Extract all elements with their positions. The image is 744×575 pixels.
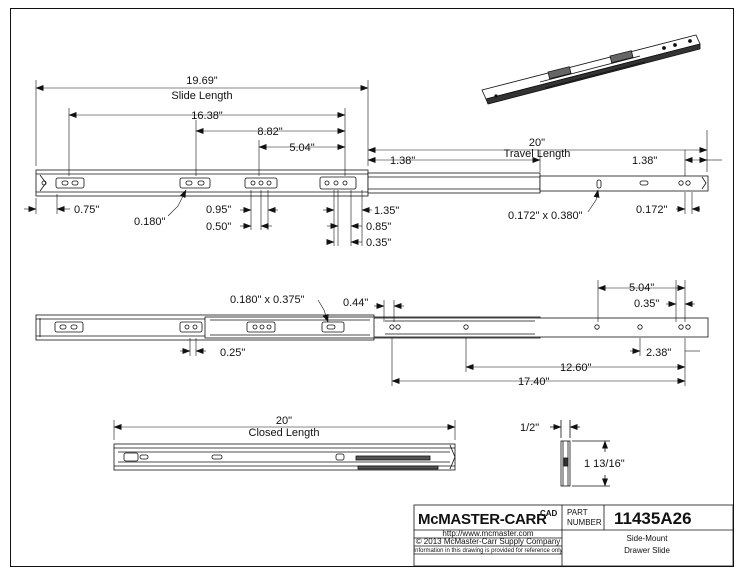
description-line-1: Side-Mount [626, 534, 668, 543]
dim-0-85: 0.85" [366, 221, 392, 233]
dim-0-172: 0.172" [636, 204, 668, 216]
dim-half-inch: 1/2" [520, 422, 540, 434]
dim-5-04-middle: 5.04" [629, 282, 655, 294]
sheet-border [11, 9, 734, 567]
dim-0-35-middle: 0.35" [634, 298, 660, 310]
dim-height: 1 13/16" [584, 458, 625, 470]
dim-0-35: 0.35" [366, 237, 392, 249]
part-label-2: NUMBER [567, 518, 602, 527]
dim-0-75: 0.75" [74, 204, 100, 216]
dim-0-95: 0.95" [206, 204, 232, 216]
slot-size-middle: 0.180" x 0.375" [230, 294, 305, 306]
dim-16-38: 16.38" [191, 110, 223, 122]
copyright-text: © 2013 McMaster-Carr Supply Company [415, 537, 561, 546]
brand-name: McMASTER-CARR [418, 511, 547, 528]
dim-5-04: 5.04" [289, 142, 315, 154]
dim-1-35: 1.35" [374, 205, 400, 217]
travel-length-label: Travel Length [503, 148, 571, 160]
dim-0-44: 0.44" [343, 297, 369, 309]
end-profile-view [550, 420, 610, 486]
brand-cad: CAD [540, 509, 558, 518]
part-label-1: PART [567, 508, 588, 517]
closed-slide-view [114, 444, 455, 470]
top-dimension-labels [74, 75, 668, 249]
part-number: 11435A26 [614, 509, 692, 528]
slot-size-top: 0.172" x 0.380" [508, 210, 583, 222]
dim-0-50: 0.50" [206, 221, 232, 233]
travel-length-value: 20" [528, 137, 546, 149]
dim-2-38: 2.38" [646, 347, 672, 359]
end-dimension-labels [520, 422, 625, 470]
slide-length-label: Slide Length [171, 90, 233, 102]
disclaimer-text: Information in this drawing is provided for reference only [413, 548, 563, 554]
website-url: http://www.mcmaster.com [442, 529, 534, 538]
extended-slide-view [36, 170, 708, 196]
isometric-view [482, 35, 700, 104]
closed-length-label: Closed Length [248, 427, 320, 439]
dim-1-38-right: 1.38" [632, 155, 658, 167]
dim-12-60: 12.60" [560, 362, 592, 374]
closed-length-value: 20" [275, 415, 293, 427]
dim-17-40: 17.40" [518, 376, 550, 388]
dim-1-38-left: 1.38" [390, 155, 416, 167]
dim-8-82: 8.82" [257, 126, 283, 138]
dim-0-180: 0.180" [134, 216, 166, 228]
closed-dimension-labels [249, 415, 320, 439]
dim-0-25: 0.25" [220, 347, 246, 359]
mounting-holes-view [36, 315, 708, 340]
description-line-2: Drawer Slide [624, 546, 670, 555]
slide-length-value: 19.69" [186, 75, 218, 87]
